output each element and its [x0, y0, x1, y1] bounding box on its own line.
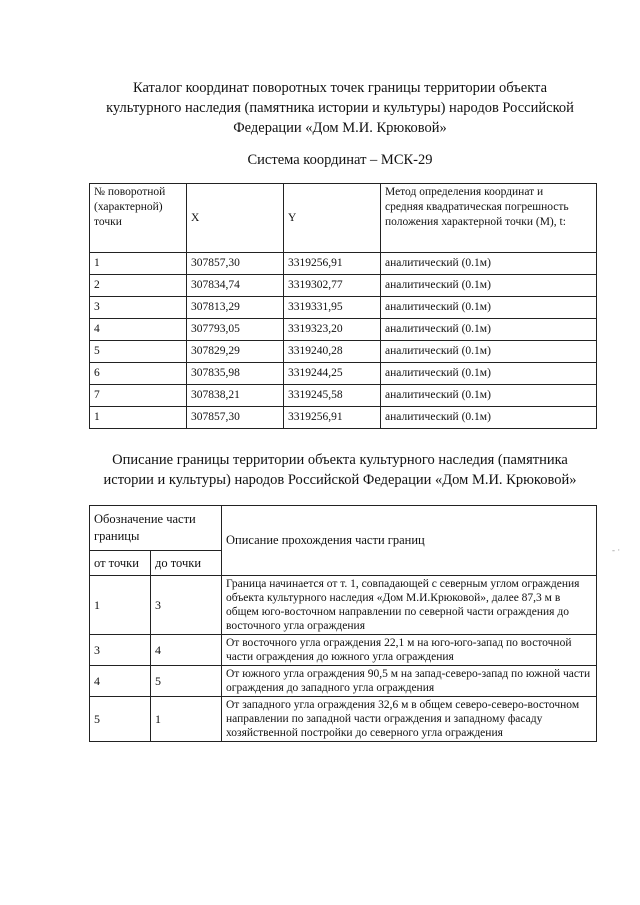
- table-row: [90, 576, 597, 635]
- x-cell: 307829,29: [187, 341, 284, 363]
- header-method-line3: положения характерной точки (М), t:: [385, 216, 566, 228]
- method-cell: аналитический (0.1м): [381, 341, 597, 363]
- method-cell: аналитический (0.1м): [381, 253, 597, 275]
- y-cell: 3319244,25: [284, 363, 381, 385]
- to-point-cell: 1: [151, 697, 222, 742]
- y-cell: 3319331,95: [284, 297, 381, 319]
- header-from: от точки: [90, 551, 151, 576]
- header-method-line2: средняя квадратическая погрешность: [385, 201, 569, 213]
- y-cell: 3319302,77: [284, 275, 381, 297]
- coordinate-system: Система координат – МСК-29: [247, 152, 433, 168]
- method-cell: аналитический (0.1м): [381, 319, 597, 341]
- description-title-line2: истории и культуры) народов Российской Федерации «Дом М.И. Крюковой»: [103, 472, 577, 488]
- header-part: [90, 506, 222, 551]
- x-cell: 307857,30: [187, 407, 284, 429]
- point-cell: 1: [90, 407, 187, 429]
- x-cell: 307834,74: [187, 275, 284, 297]
- x-cell: 307793,05: [187, 319, 284, 341]
- margin-mark: ‐ ·: [612, 545, 621, 555]
- description-cell: Граница начинается от т. 1, совпадающей с северным углом ограждения объекта культурного наследия «Дом М.И.Крюковой», далее 87,3 м в общем юго-восточном направлении по северной части ограждения до восточного угла ограждения: [222, 576, 597, 635]
- y-cell: 3319323,20: [284, 319, 381, 341]
- catalog-title: [60, 78, 620, 138]
- x-cell: 307857,30: [187, 253, 284, 275]
- x-cell: 307838,21: [187, 385, 284, 407]
- catalog-title-line1: Каталог координат поворотных точек границы территории объекта: [132, 80, 547, 96]
- header-to: до точки: [151, 551, 222, 576]
- method-cell: аналитический (0.1м): [381, 275, 597, 297]
- catalog-title-line2: культурного наследия (памятника истории и культуры) народов Российской: [106, 100, 574, 116]
- header-y: Y: [284, 184, 381, 253]
- table-row: [90, 297, 597, 319]
- table-row: [90, 275, 597, 297]
- header-description: Описание прохождения части границ: [222, 506, 597, 576]
- to-point-cell: 5: [151, 666, 222, 697]
- table-row: [90, 319, 597, 341]
- method-cell: аналитический (0.1м): [381, 385, 597, 407]
- header-point: [90, 184, 187, 253]
- description-cell: От западного угла ограждения 32,6 м в общем северо-северо-восточном направлении по западной части ограждения и западному фасаду хозяйственной постройки до северного угла ограждения: [222, 697, 597, 742]
- x-cell: 307813,29: [187, 297, 284, 319]
- description-cell: От южного угла ограждения 90,5 м на запад-северо-запад по южной части ограждения до западного угла ограждения: [222, 666, 597, 697]
- from-point-cell: 4: [90, 666, 151, 697]
- description-title: [70, 450, 610, 490]
- method-cell: аналитический (0.1м): [381, 363, 597, 385]
- table-row: [90, 341, 597, 363]
- description-header-row: [90, 506, 597, 551]
- point-cell: 2: [90, 275, 187, 297]
- coordinates-header-row: [90, 184, 597, 253]
- header-point-line1: № поворотной: [94, 186, 166, 198]
- x-cell: 307835,98: [187, 363, 284, 385]
- header-method-line1: Метод определения координат и: [385, 186, 544, 198]
- to-point-cell: 4: [151, 635, 222, 666]
- boundary-description-table: [89, 505, 597, 742]
- table-row: [90, 253, 597, 275]
- y-cell: 3319240,28: [284, 341, 381, 363]
- point-cell: 6: [90, 363, 187, 385]
- table-row: [90, 385, 597, 407]
- point-cell: 5: [90, 341, 187, 363]
- y-cell: 3319256,91: [284, 407, 381, 429]
- point-cell: 3: [90, 297, 187, 319]
- table-row: [90, 635, 597, 666]
- from-point-cell: 1: [90, 576, 151, 635]
- point-cell: 7: [90, 385, 187, 407]
- y-cell: 3319256,91: [284, 253, 381, 275]
- y-cell: 3319245,58: [284, 385, 381, 407]
- method-cell: аналитический (0.1м): [381, 297, 597, 319]
- from-point-cell: 3: [90, 635, 151, 666]
- header-point-line2: (характерной): [94, 201, 163, 213]
- table-row: [90, 407, 597, 429]
- to-point-cell: 3: [151, 576, 222, 635]
- catalog-title-line3: Федерации «Дом М.И. Крюковой»: [233, 120, 447, 136]
- table-row: [90, 666, 597, 697]
- header-point-line3: точки: [94, 216, 122, 228]
- header-part-line1: Обозначение части: [94, 512, 196, 526]
- point-cell: 4: [90, 319, 187, 341]
- coordinates-table: [89, 183, 597, 429]
- table-row: [90, 697, 597, 742]
- description-title-line1: Описание границы территории объекта культурного наследия (памятника: [112, 452, 568, 468]
- method-cell: аналитический (0.1м): [381, 407, 597, 429]
- table-row: [90, 363, 597, 385]
- header-method: [381, 184, 597, 253]
- header-part-line2: границы: [94, 529, 140, 543]
- point-cell: 1: [90, 253, 187, 275]
- description-cell: От восточного угла ограждения 22,1 м на юго-юго-запад по восточной части ограждения до южного угла ограждения: [222, 635, 597, 666]
- from-point-cell: 5: [90, 697, 151, 742]
- header-x: X: [187, 184, 284, 253]
